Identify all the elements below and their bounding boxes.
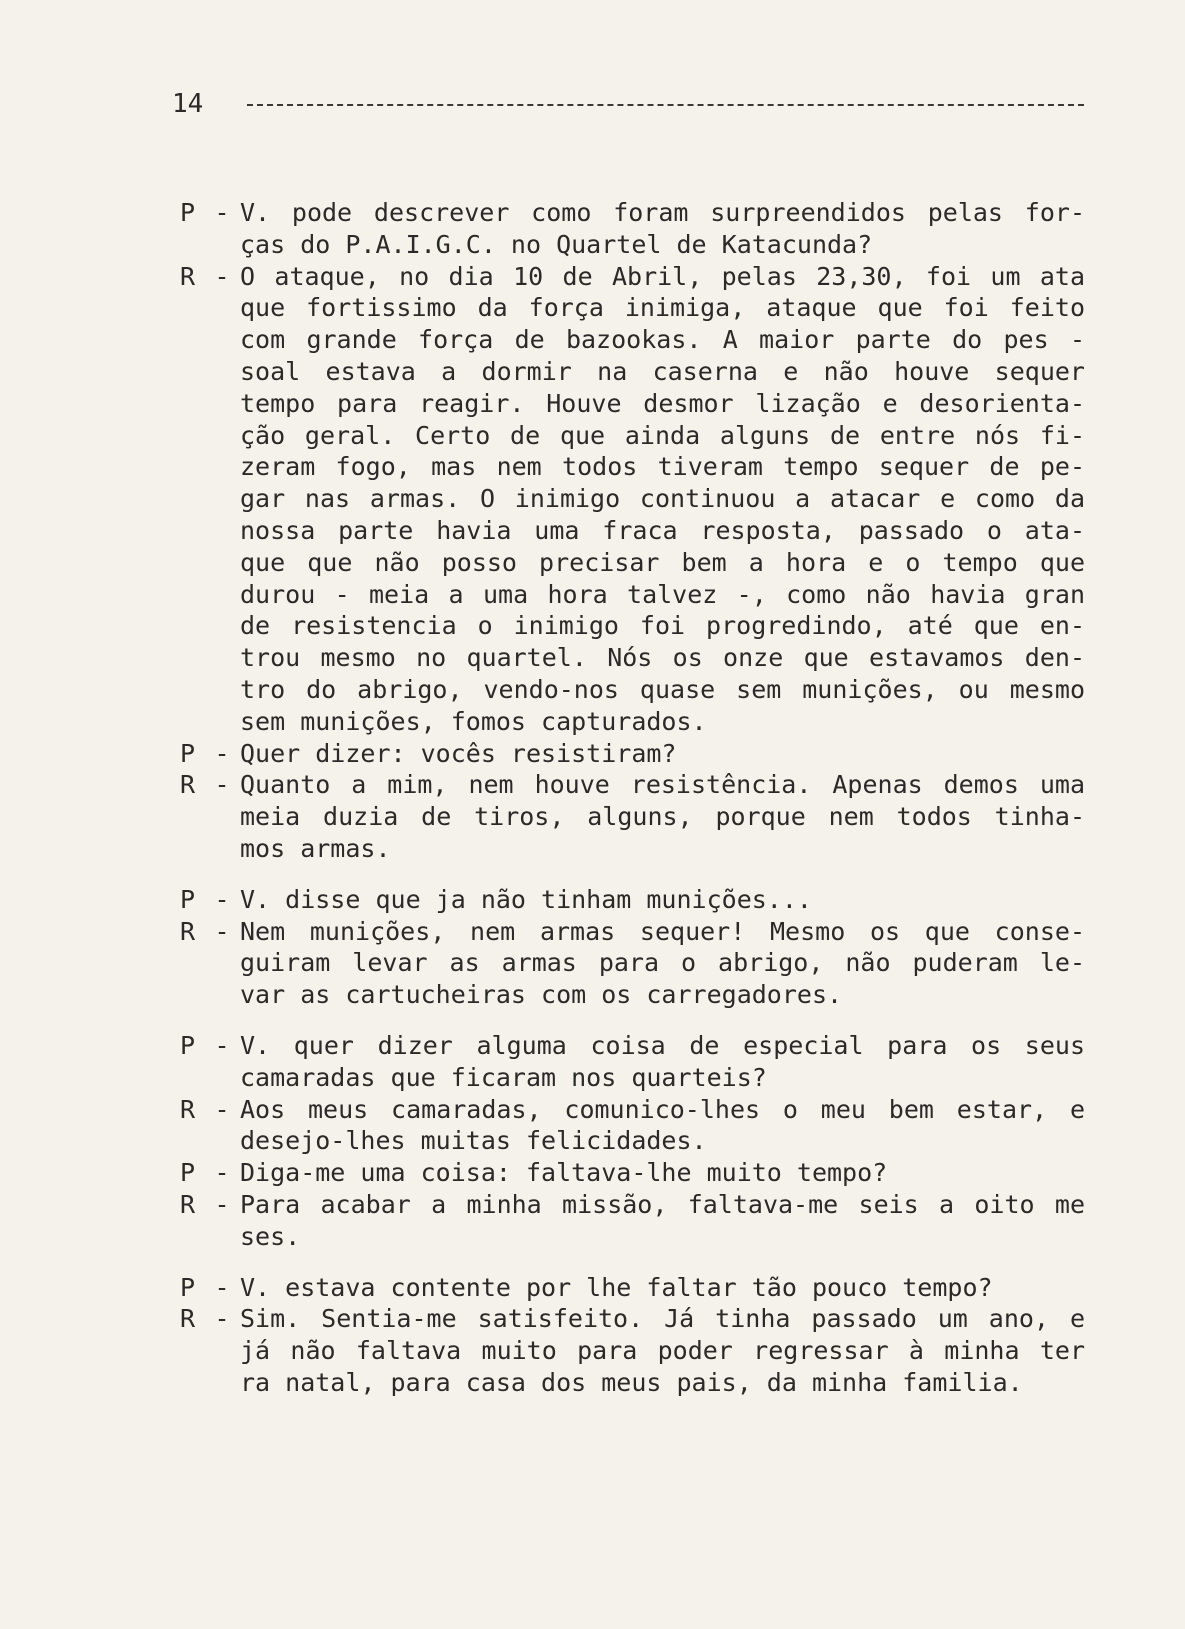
interview-transcript bbox=[180, 197, 1085, 1399]
text-line: já não faltava muito para poder regressar à minha ter bbox=[240, 1336, 1085, 1366]
paragraph-gap bbox=[180, 865, 1085, 884]
text-line: camaradas que ficaram nos quarteis? bbox=[240, 1062, 767, 1092]
answer-entry bbox=[180, 1094, 1085, 1158]
entry-text bbox=[240, 738, 1085, 770]
speaker-label: P bbox=[180, 1272, 196, 1302]
question-entry bbox=[180, 1157, 1085, 1189]
speaker-dash: - bbox=[214, 1094, 230, 1124]
speaker-label: P bbox=[180, 884, 196, 914]
text-line: que fortissimo da força inimiga, ataque que foi feito bbox=[240, 293, 1085, 323]
text-line: Sim. Sentia-me satisfeito. Já tinha passado um ano, e bbox=[240, 1304, 1085, 1334]
text-line: Quanto a mim, nem houve resistência. Apenas demos uma bbox=[240, 770, 1085, 800]
text-line: var as cartucheiras com os carregadores. bbox=[240, 980, 843, 1010]
header-dashed-rule bbox=[247, 104, 1084, 106]
text-line: tempo para reagir. Houve desmor lização e desorienta- bbox=[240, 388, 1085, 418]
speaker-label: R bbox=[180, 770, 196, 800]
speaker-dash: - bbox=[214, 884, 230, 914]
entry-text bbox=[240, 1272, 1085, 1304]
speaker-label: R bbox=[180, 916, 196, 946]
text-line: soal estava a dormir na caserna e não houve sequer bbox=[240, 356, 1085, 386]
question-entry bbox=[180, 1272, 1085, 1304]
entry-text bbox=[240, 916, 1085, 1011]
entry-text bbox=[240, 261, 1085, 738]
entry-text bbox=[240, 197, 1085, 261]
speaker-dash: - bbox=[214, 916, 230, 946]
question-entry bbox=[180, 884, 1085, 916]
speaker-label: R bbox=[180, 1094, 196, 1124]
text-line: Nem munições, nem armas sequer! Mesmo os que conse- bbox=[240, 916, 1085, 946]
question-entry bbox=[180, 738, 1085, 770]
speaker-dash: - bbox=[214, 738, 230, 768]
speaker-label: P bbox=[180, 1030, 196, 1060]
answer-entry bbox=[180, 916, 1085, 1011]
question-entry bbox=[180, 1030, 1085, 1094]
text-line: tro do abrigo, vendo-nos quase sem munições, ou mesmo bbox=[240, 674, 1085, 704]
speaker-dash: - bbox=[214, 261, 230, 291]
speaker-label: R bbox=[180, 261, 196, 291]
entry-text bbox=[240, 1030, 1085, 1094]
entry-text bbox=[240, 769, 1085, 864]
text-line: ses. bbox=[240, 1221, 301, 1251]
entry-text bbox=[240, 1189, 1085, 1253]
text-line: nossa parte havia uma fraca resposta, passado o ata- bbox=[240, 515, 1085, 545]
speaker-dash: - bbox=[214, 1030, 230, 1060]
text-line: gar nas armas. O inimigo continuou a atacar e como da bbox=[240, 484, 1085, 514]
text-line: Para acabar a minha missão, faltava-me seis a oito me bbox=[240, 1189, 1085, 1219]
speaker-dash: - bbox=[214, 198, 230, 227]
speaker-label: R bbox=[180, 1189, 196, 1219]
page-number: 14 bbox=[172, 89, 204, 119]
speaker-dash: - bbox=[214, 1304, 230, 1334]
speaker-dash: - bbox=[214, 1189, 230, 1219]
page-header bbox=[172, 84, 1084, 124]
text-line: guiram levar as armas para o abrigo, não puderam le- bbox=[240, 948, 1085, 978]
speaker-dash: - bbox=[214, 1158, 230, 1188]
text-line: V. pode descrever como foram surpreendidos pelas for- bbox=[240, 198, 1085, 227]
text-line: ção geral. Certo de que ainda alguns de entre nós fi- bbox=[240, 420, 1085, 450]
text-line: sem munições, fomos capturados. bbox=[240, 706, 707, 736]
text-line: O ataque, no dia 10 de Abril, pelas 23,30, foi um ata bbox=[240, 261, 1085, 291]
answer-entry bbox=[180, 769, 1085, 864]
text-line: que que não posso precisar bem a hora e o tempo que bbox=[240, 547, 1085, 577]
answer-entry bbox=[180, 1303, 1085, 1398]
text-line: Diga-me uma coisa: faltava-lhe muito tempo? bbox=[240, 1158, 888, 1188]
question-entry bbox=[180, 197, 1085, 261]
entry-text bbox=[240, 884, 1085, 916]
text-line: Aos meus camaradas, comunico-lhes o meu bem estar, e bbox=[240, 1094, 1085, 1124]
speaker-label: R bbox=[180, 1304, 196, 1334]
text-line: V. estava contente por lhe faltar tão pouco tempo? bbox=[240, 1272, 993, 1302]
text-line: ças do P.A.I.G.C. no Quartel de Katacunda? bbox=[240, 229, 873, 259]
entry-text bbox=[240, 1094, 1085, 1158]
speaker-label: P bbox=[180, 1158, 196, 1188]
text-line: com grande força de bazookas. A maior parte do pes - bbox=[240, 325, 1085, 355]
entry-text bbox=[240, 1303, 1085, 1398]
paragraph-gap bbox=[180, 1011, 1085, 1030]
speaker-dash: - bbox=[214, 770, 230, 800]
paragraph-gap bbox=[180, 1253, 1085, 1272]
text-line: Quer dizer: vocês resistiram? bbox=[240, 738, 677, 768]
text-line: durou - meia a uma hora talvez -, como não havia gran bbox=[240, 579, 1085, 609]
text-line: trou mesmo no quartel. Nós os onze que estavamos den- bbox=[240, 643, 1085, 673]
text-line: desejo-lhes muitas felicidades. bbox=[240, 1126, 707, 1156]
text-line: V. quer dizer alguma coisa de especial para os seus bbox=[240, 1030, 1085, 1060]
text-line: V. disse que ja não tinham munições... bbox=[240, 884, 812, 914]
speaker-dash: - bbox=[214, 1272, 230, 1302]
speaker-label: P bbox=[180, 738, 196, 768]
entry-text bbox=[240, 1157, 1085, 1189]
text-line: de resistencia o inimigo foi progredindo, até que en- bbox=[240, 611, 1085, 641]
answer-entry bbox=[180, 261, 1085, 738]
text-line: meia duzia de tiros, alguns, porque nem todos tinha- bbox=[240, 802, 1085, 832]
text-line: zeram fogo, mas nem todos tiveram tempo sequer de pe- bbox=[240, 452, 1085, 482]
text-line: ra natal, para casa dos meus pais, da minha familia. bbox=[240, 1367, 1023, 1397]
answer-entry bbox=[180, 1189, 1085, 1253]
text-line: mos armas. bbox=[240, 833, 391, 863]
speaker-label: P bbox=[180, 198, 196, 227]
